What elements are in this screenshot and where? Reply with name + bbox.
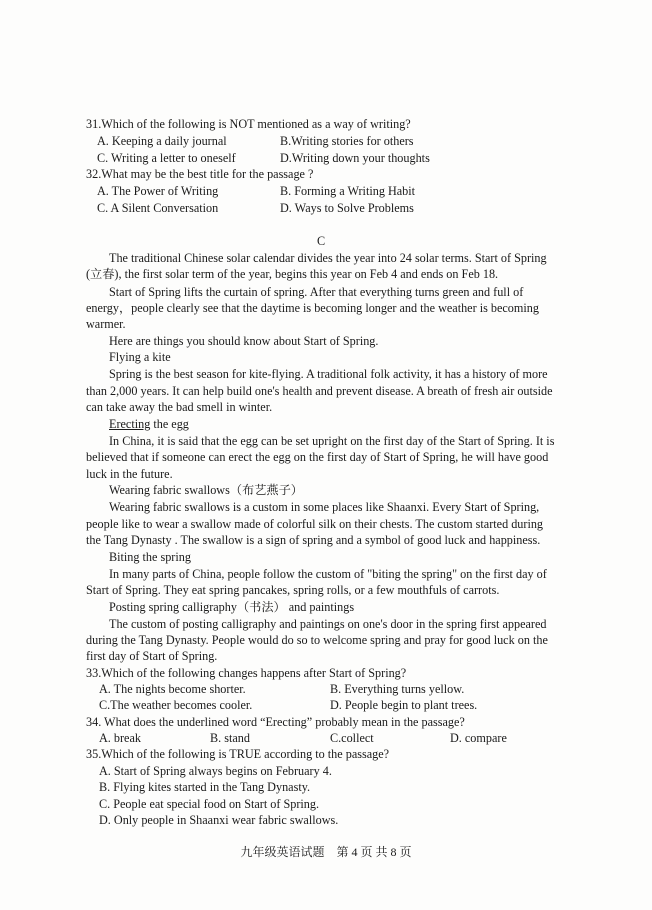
passage-p7-line1: In many parts of China, people follow the custom of "biting the spring" on the first day of (109, 567, 547, 581)
passage-p2-line3: warmer. (86, 317, 126, 331)
q32-option-d: D. Ways to Solve Problems (280, 201, 414, 215)
passage-p4-line1: Spring is the best season for kite-flying. A traditional folk activity, it has a history of more (109, 367, 548, 381)
q34-stem: 34. What does the underlined word “Erecting” probably mean in the passage? (86, 715, 465, 729)
passage-p6-line1: Wearing fabric swallows is a custom in some places like Shaanxi. Every Start of Spring, (109, 500, 540, 514)
passage-p6-line2: people like to wear a swallow made of colorful silk on their chests. The custom started during (86, 517, 544, 531)
passage-p3: Here are things you should know about Start of Spring. (109, 334, 379, 348)
passage-p4-line2: than 2,000 years. It can help build one's health and prevent disease. A breath of fresh air outside (86, 384, 553, 398)
q32-stem: 32.What may be the best title for the passage ? (86, 167, 314, 181)
q34-option-b: B. stand (210, 731, 250, 745)
passage-p2-line2: energy，people clearly see that the daytime is becoming longer and the weather is becoming (86, 301, 539, 315)
q33-stem: 33.Which of the following changes happens after Start of Spring? (86, 666, 407, 680)
passage-p8-line3: first day of Start of Spring. (86, 649, 218, 663)
q31-option-a: A. Keeping a daily journal (97, 134, 227, 148)
q33-option-b: B. Everything turns yellow. (330, 682, 465, 696)
q32-option-b: B. Forming a Writing Habit (280, 184, 416, 198)
q33-option-c: C.The weather becomes cooler. (99, 698, 253, 712)
q35-option-c: C. People eat special food on Start of Spring. (99, 797, 320, 811)
passage-p6-line3: the Tang Dynasty . The swallow is a sign of spring and a symbol of good luck and happiness. (86, 533, 541, 547)
q34-option-d: D. compare (450, 731, 507, 745)
passage-p5-line2: believed that if someone can erect the egg on the first day of Start of Spring, he will have good (86, 450, 549, 464)
q35-stem: 35.Which of the following is TRUE according to the passage? (86, 747, 390, 761)
passage-p7-line2: Start of Spring. They eat spring pancakes, spring rolls, or a few mouthfuls of carrots. (86, 583, 500, 597)
q33-option-d: D. People begin to plant trees. (330, 698, 478, 712)
passage-p1-line2: (立春), the first solar term of the year, begins this year on Feb 4 and ends on Feb 18. (86, 267, 499, 281)
heading-biting-spring: Biting the spring (109, 550, 191, 564)
q31-option-d: D.Writing down your thoughts (280, 151, 430, 165)
q35-option-d: D. Only people in Shaanxi wear fabric swallows. (99, 813, 339, 827)
passage-p5-line1: In China, it is said that the egg can be set upright on the first day of the Start of Spring. It is (109, 434, 555, 448)
q35-option-b: B. Flying kites started in the Tang Dynasty. (99, 780, 311, 794)
passage-p2-line1: Start of Spring lifts the curtain of spring. After that everything turns green and full of (109, 285, 524, 299)
q34-option-a: A. break (99, 731, 141, 745)
q35-option-a: A. Start of Spring always begins on February 4. (99, 764, 332, 778)
passage-p8-line2: during the Tang Dynasty. People would do so to welcome spring and pray for good luck on the (86, 633, 548, 647)
q31-option-b: B.Writing stories for others (280, 134, 414, 148)
passage-p5-line3: luck in the future. (86, 467, 173, 481)
heading-fabric-swallows: Wearing fabric swallows（布艺燕子） (109, 483, 303, 497)
page-footer: 九年级英语试题 第 4 页 共 8 页 (240, 845, 412, 859)
passage-p1-line1: The traditional Chinese solar calendar divides the year into 24 solar terms. Start of Spring (109, 251, 547, 265)
q32-option-c: C. A Silent Conversation (97, 201, 219, 215)
passage-p8-line1: The custom of posting calligraphy and paintings on one's door in the spring first appeared (109, 617, 547, 631)
q32-option-a: A. The Power of Writing (97, 184, 219, 198)
heading-erecting-egg (109, 416, 189, 432)
passage-p4-line3: can take away the bad smell in winter. (86, 400, 273, 414)
section-letter: C (317, 234, 326, 248)
q34-option-c: C.collect (330, 731, 374, 745)
heading-erecting-egg-rest: the egg (150, 417, 189, 431)
underlined-word-erecting: Erecting (109, 417, 151, 431)
q31-stem: 31.Which of the following is NOT mentioned as a way of writing? (86, 117, 411, 131)
heading-posting-calligraphy: Posting spring calligraphy（书法） and paintings (109, 600, 355, 614)
heading-flying-kite: Flying a kite (109, 350, 171, 364)
q31-option-c: C. Writing a letter to oneself (97, 151, 236, 165)
q33-option-a: A. The nights become shorter. (99, 682, 246, 696)
